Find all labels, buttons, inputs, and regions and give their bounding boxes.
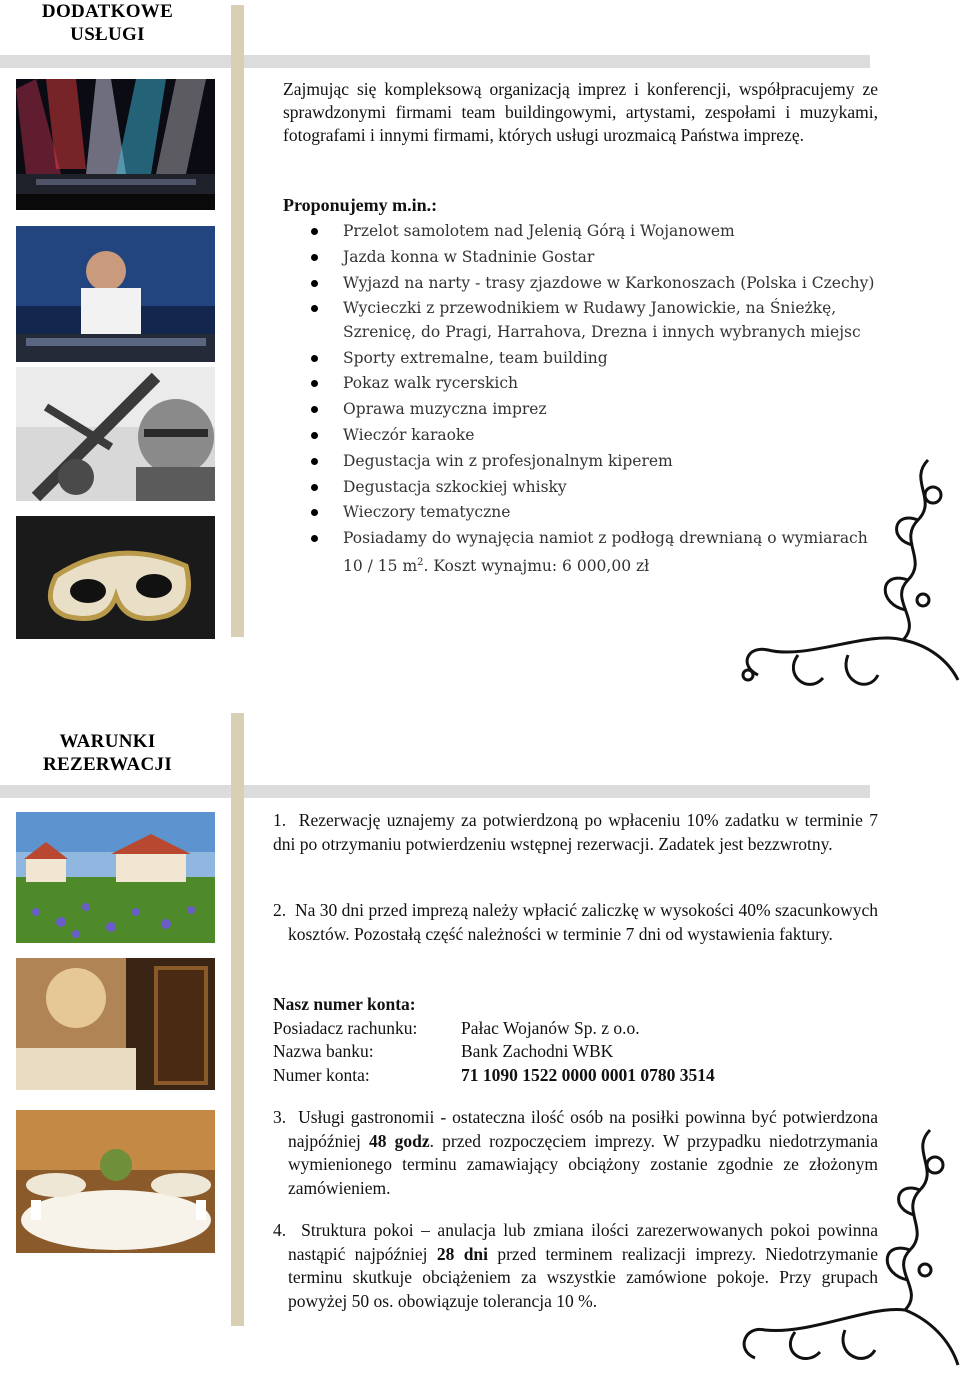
knight-photo xyxy=(16,367,215,501)
services-intro: Zajmując się kompleksową organizacją imprez i konferencji, współpracujemy ze sprawdzonymi firmami team buildingowymi, artystami, zespołami i muzykami, fotografami i innymi firmami, których usługi urozmaicą Państwa imprezę. xyxy=(283,79,878,145)
account-block xyxy=(273,993,873,1087)
section-divider-horizontal xyxy=(244,55,870,68)
ornament-swirl xyxy=(728,450,960,700)
conditions-heading xyxy=(0,730,215,776)
conditions-heading-line2: REZERWACJI xyxy=(42,754,173,775)
section-divider-horizontal xyxy=(0,785,231,798)
holder-label: Posiadacz rachunku: xyxy=(273,1017,418,1038)
bank-label: Nazwa banku: xyxy=(273,1041,374,1061)
condition-4-text-a: Struktura pokoi – anulacja lub zmiana ilości zarezerwowanych pokoi powinna nastąpić najpóźniej xyxy=(288,1220,879,1264)
condition-2-text: Na 30 dni przed imprezą należy wpłacić zaliczkę w wysokości 40% szacunkowych kosztów. Pozostałą część należności w terminie 7 dni od wystawienia faktury. xyxy=(288,900,878,944)
services-heading-line1: DODATKOWE xyxy=(41,1,174,22)
section-divider-horizontal xyxy=(0,55,231,68)
section-divider-horizontal xyxy=(244,785,870,798)
condition-4-bold: 28 dni xyxy=(436,1243,489,1264)
condition-4-text-b: przed terminem realizacji imprezy. Niedotrzymanie terminu skutkuje obciążeniem za wszystkie zamówione pokoje. Przy grupach powyżej 50 os. obowiązuje tolerancja 10 %. xyxy=(288,1243,878,1311)
list-item: Przelot samolotem nad Jelenią Górą i Wojanowem xyxy=(300,220,880,244)
condition-1 xyxy=(273,809,878,856)
ornament-swirl xyxy=(720,1120,960,1370)
condition-1-text: Rezerwację uznajemy za potwierdzoną po wpłaceniu 10% zadatku w terminie 7 dni po otrzymaniu potwierdzeniu wstępnej rezerwacji. Zadatek jest bezzwrotny. xyxy=(273,810,879,854)
list-item: Sporty extremalne, team building xyxy=(300,347,880,371)
condition-2 xyxy=(273,899,878,946)
condition-3-number: 3. xyxy=(273,1107,287,1127)
list-item: Jazda konna w Stadninie Gostar xyxy=(300,246,880,270)
bank-value: Bank Zachodni WBK xyxy=(461,1041,614,1061)
tent-sup: 2 xyxy=(417,556,424,568)
list-item: Degustacja win z profesjonalnym kiperem xyxy=(300,450,880,474)
list-item: Wycieczki z przewodnikiem w Rudawy Janowickie, na Śnieżkę, Szrenicę, do Pragi, Harrahova, Drezna i innych wybranych miejsc xyxy=(300,297,880,344)
list-item: Wyjazd na narty - trasy zjazdowe w Karkonoszach (Polska i Czechy) xyxy=(300,272,880,296)
account-number-value: 71 1090 1522 0000 0001 0780 3514 xyxy=(461,1064,715,1085)
condition-3-text-b: . przed rozpoczęciem imprezy. W przypadku niedotrzymania wymienionego terminu zamawiający obciążony zostanie zgodnie ze złożonym zamówieniem. xyxy=(288,1130,879,1198)
palace-photo xyxy=(16,812,215,943)
list-item: Wieczór karaoke xyxy=(300,424,880,448)
list-item: Degustacja szkockiej whisky xyxy=(300,476,880,500)
list-item: Oprawa muzyczna imprez xyxy=(300,398,880,422)
services-heading-line2: USŁUGI xyxy=(70,24,145,45)
account-title: Nasz numer konta: xyxy=(273,994,416,1014)
list-item: Pokaz walk rycerskich xyxy=(300,372,880,396)
holder-value: Pałac Wojanów Sp. z o.o. xyxy=(461,1017,640,1038)
propose-title: Proponujemy m.in.: xyxy=(283,195,438,215)
room-photo xyxy=(16,958,215,1090)
mask-photo xyxy=(16,516,215,639)
services-heading xyxy=(0,0,215,46)
tent-cost: . Koszt wynajmu: 6 000,00 zł xyxy=(423,556,650,575)
section-divider-vertical xyxy=(231,713,244,1326)
list-item: Wieczory tematyczne xyxy=(300,501,880,525)
dj-photo xyxy=(16,226,215,362)
conditions-heading-line1: WARUNKI xyxy=(59,731,156,752)
account-number-label: Numer konta: xyxy=(273,1064,370,1085)
banquet-photo xyxy=(16,1110,215,1253)
section-divider-vertical xyxy=(231,5,244,637)
condition-3-text-a: Usługi gastronomii - ostateczna ilość osób na posiłki powinna być potwierdzona najpóźniej xyxy=(288,1107,879,1151)
condition-4-number: 4. xyxy=(273,1220,287,1240)
condition-1-number: 1. xyxy=(273,810,287,830)
condition-2-number: 2. xyxy=(273,900,287,920)
condition-3-bold: 48 godz xyxy=(369,1130,430,1151)
concert-photo xyxy=(16,79,215,210)
tent-text: Posiadamy do wynajęcia namiot z podłogą drewnianą o wymiarach 10 / 15 m xyxy=(343,529,868,575)
